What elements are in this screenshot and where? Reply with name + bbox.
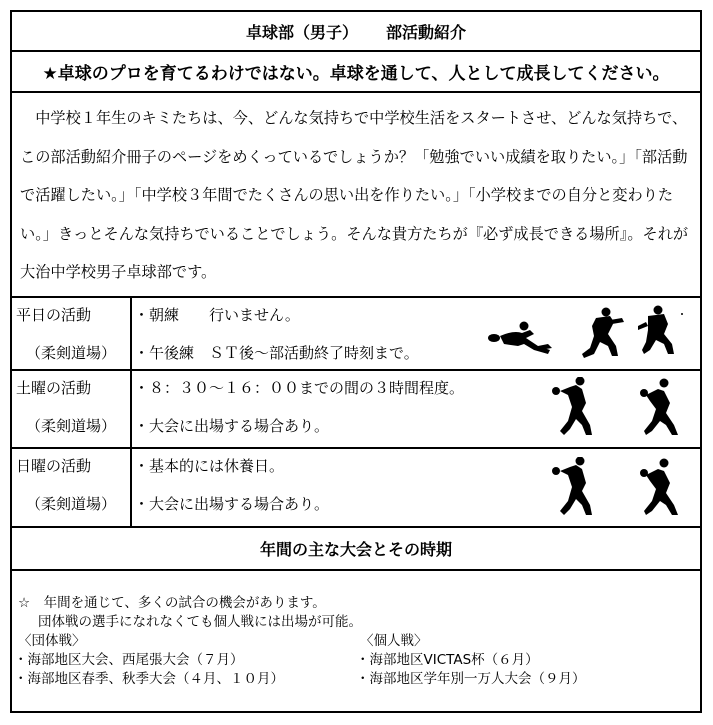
activity-day: 日曜の活動	[16, 457, 92, 475]
activity-day: 土曜の活動	[16, 379, 92, 397]
intro-paragraph: 中学校１年生のキミたちは、今、どんな気持ちで中学校生活をスタートさせ、どんな気持ちで、この部活動紹介冊子のページをめくっているでしょうか？「勉強でいい成績を取りたい。」「部活動で活躍したい。」「中学校３年間でたくさんの思い出を作りたい。」「小学校までの自分と変わりたい。」きっとそんな気持ちでいることでしょう。そんな貴方たちが『必ず成長できる場所』。それが大治中学校男子卓球部です。	[12, 93, 700, 298]
page-title-club: 卓球部（男子）	[245, 22, 358, 42]
individual-item: ・ 海部地区学年別一万人大会（９月）	[356, 667, 586, 687]
motto: ★卓球のプロを育てるわけではない。卓球を通して、人として成長してください。	[12, 52, 700, 93]
activity-line: ・８：３０～１６：００までの間の３時間程度。	[134, 379, 465, 397]
table-tennis-player-icon	[478, 300, 688, 366]
activity-day: 平日の活動	[16, 306, 92, 324]
page-title-intro: 部活動紹介	[386, 22, 467, 42]
individual-label: 〈個人戦〉	[360, 633, 428, 649]
activity-line: ・朝練 行いません。	[134, 306, 300, 324]
individual-item: ・ 海部地区VICTAS杯（６月）	[356, 648, 539, 668]
tournaments-heading: 年間の主な大会とその時期	[12, 528, 700, 571]
team-item: ・ 海部地区春季、秋季大会（４月、１０月）	[14, 667, 284, 687]
activity-line: ・午後練 ＳＴ後～部活動終了時刻まで。	[134, 344, 419, 362]
team-item: ・ 海部地区大会、西尾張大会（７月）	[14, 648, 244, 668]
team-label: 〈団体戦〉	[18, 633, 86, 649]
document-frame	[10, 10, 702, 713]
tournaments-note: 団体戦の選手になれなくても個人戦には出場が可能。	[38, 614, 362, 630]
activity-sunday	[12, 449, 700, 528]
activity-label-cell	[12, 298, 132, 369]
tournaments-note: ☆ 年間を通じて、多くの試合の機会があります。	[18, 595, 326, 611]
activity-line: ・大会に出場する場合あり。	[134, 495, 330, 513]
activity-line: ・大会に出場する場合あり。	[134, 417, 330, 435]
table-tennis-player-icon	[546, 377, 692, 443]
activity-weekday	[12, 298, 700, 371]
tournaments-section	[12, 571, 700, 711]
table-tennis-player-icon	[546, 457, 692, 523]
activity-place: （柔剣道場）	[26, 344, 117, 362]
activity-label-cell	[12, 449, 132, 526]
activity-place: （柔剣道場）	[26, 495, 117, 513]
activity-saturday	[12, 371, 700, 449]
activity-place: （柔剣道場）	[26, 417, 117, 435]
activity-label-cell	[12, 371, 132, 447]
page-title	[12, 12, 700, 52]
activity-line: ・基本的には休養日。	[134, 457, 285, 475]
